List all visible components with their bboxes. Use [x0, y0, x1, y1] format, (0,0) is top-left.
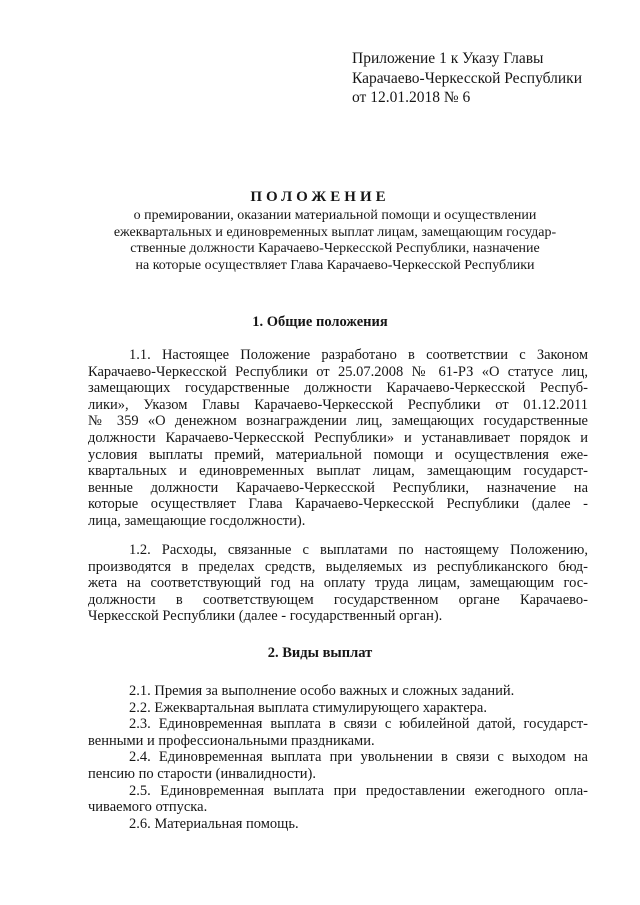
list-item: 2.4. Единовременная выплата при увольнении в связи с выходом на — [129, 749, 588, 766]
list-item-continuation: венными и профессиональными праздниками. — [88, 732, 375, 749]
list-item: 2.5. Единовременная выплата при предоставлении ежегодного опла- — [129, 782, 588, 799]
paragraph-line: 1.2. Расходы, связанные с выплатами по настоящему Положению, — [129, 542, 588, 558]
list-item: 2.2. Ежеквартальная выплата стимулирующего характера. — [129, 699, 487, 716]
paragraph-line: Карачаево-Черкесской Республики от 25.07.2008 № 61-РЗ «О статусе лиц, — [88, 363, 588, 380]
subtitle-line: на которые осуществляет Глава Карачаево-Черкесской Республики — [135, 257, 535, 273]
paragraph-line: должности Карачаево-Черкесской Республики» и устанавливает порядок и — [88, 429, 588, 446]
paragraph-1-1 — [88, 347, 588, 530]
paragraph-line: № 359 «О денежном вознаграждении лиц, замещающих государственные — [88, 413, 588, 430]
paragraph-1-2 — [88, 542, 588, 625]
list-item-continuation: чиваемого отпуска. — [88, 799, 208, 816]
paragraph-line: производятся в пределах средств, выделяемых из республиканского бюд- — [88, 558, 588, 575]
section-2-heading: 2. Виды выплат — [267, 645, 373, 661]
appendix-line: Карачаево-Черкесской Республики — [352, 69, 582, 87]
paragraph-line: квартальных и единовременных выплат лицам, замещающим государст- — [88, 463, 588, 480]
list-item: 2.3. Единовременная выплата в связи с юбилейной датой, государст- — [129, 716, 588, 733]
paragraph-line: условия выплаты премий, материальной помощи и осуществления еже- — [88, 446, 588, 463]
payment-types-list — [88, 683, 588, 832]
paragraph-line: лики», Указом Главы Карачаево-Черкесской Республики от 01.12.2011 — [88, 396, 588, 413]
paragraph-line: замещающих государственные должности Карачаево-Черкесской Респуб- — [88, 380, 588, 397]
paragraph-line: лица, замещающие госдолжности). — [88, 512, 306, 529]
appendix-line: Приложение 1 к Указу Главы — [352, 50, 544, 67]
paragraph-line: венные должности Карачаево-Черкесской Республики, назначение на — [88, 479, 588, 496]
paragraph-line: Черкесской Республики (далее - государственный орган). — [88, 608, 443, 625]
document-title: ПОЛОЖЕНИЕ — [250, 189, 390, 205]
paragraph-line: должности в соответствующем государственном органе Карачаево- — [88, 591, 588, 608]
document-subtitle — [96, 208, 574, 274]
paragraph-line: жета на соответствующий год на оплату труда лицам, замещающим гос- — [88, 575, 588, 592]
paragraph-line: которые осуществляет Глава Карачаево-Черкесской Республики (далее - — [88, 496, 588, 513]
subtitle-line: ственные должности Карачаево-Черкесской Республики, назначение — [130, 241, 540, 256]
list-item: 2.1. Премия за выполнение особо важных и сложных заданий. — [129, 683, 515, 699]
appendix-line: от 12.01.2018 № 6 — [352, 89, 471, 106]
subtitle-line: ежеквартальных и единовременных выплат лицам, замещающим государ- — [113, 224, 557, 240]
subtitle-line: о премировании, оказании материальной помощи и осуществлении — [133, 208, 537, 223]
appendix-header — [352, 49, 582, 108]
paragraph-line: 1.1. Настоящее Положение разработано в соответствии с Законом — [129, 347, 588, 363]
list-item: 2.6. Материальная помощь. — [129, 815, 299, 832]
section-1-heading: 1. Общие положения — [252, 314, 388, 330]
list-item-continuation: пенсию по старости (инвалидности). — [88, 765, 316, 782]
